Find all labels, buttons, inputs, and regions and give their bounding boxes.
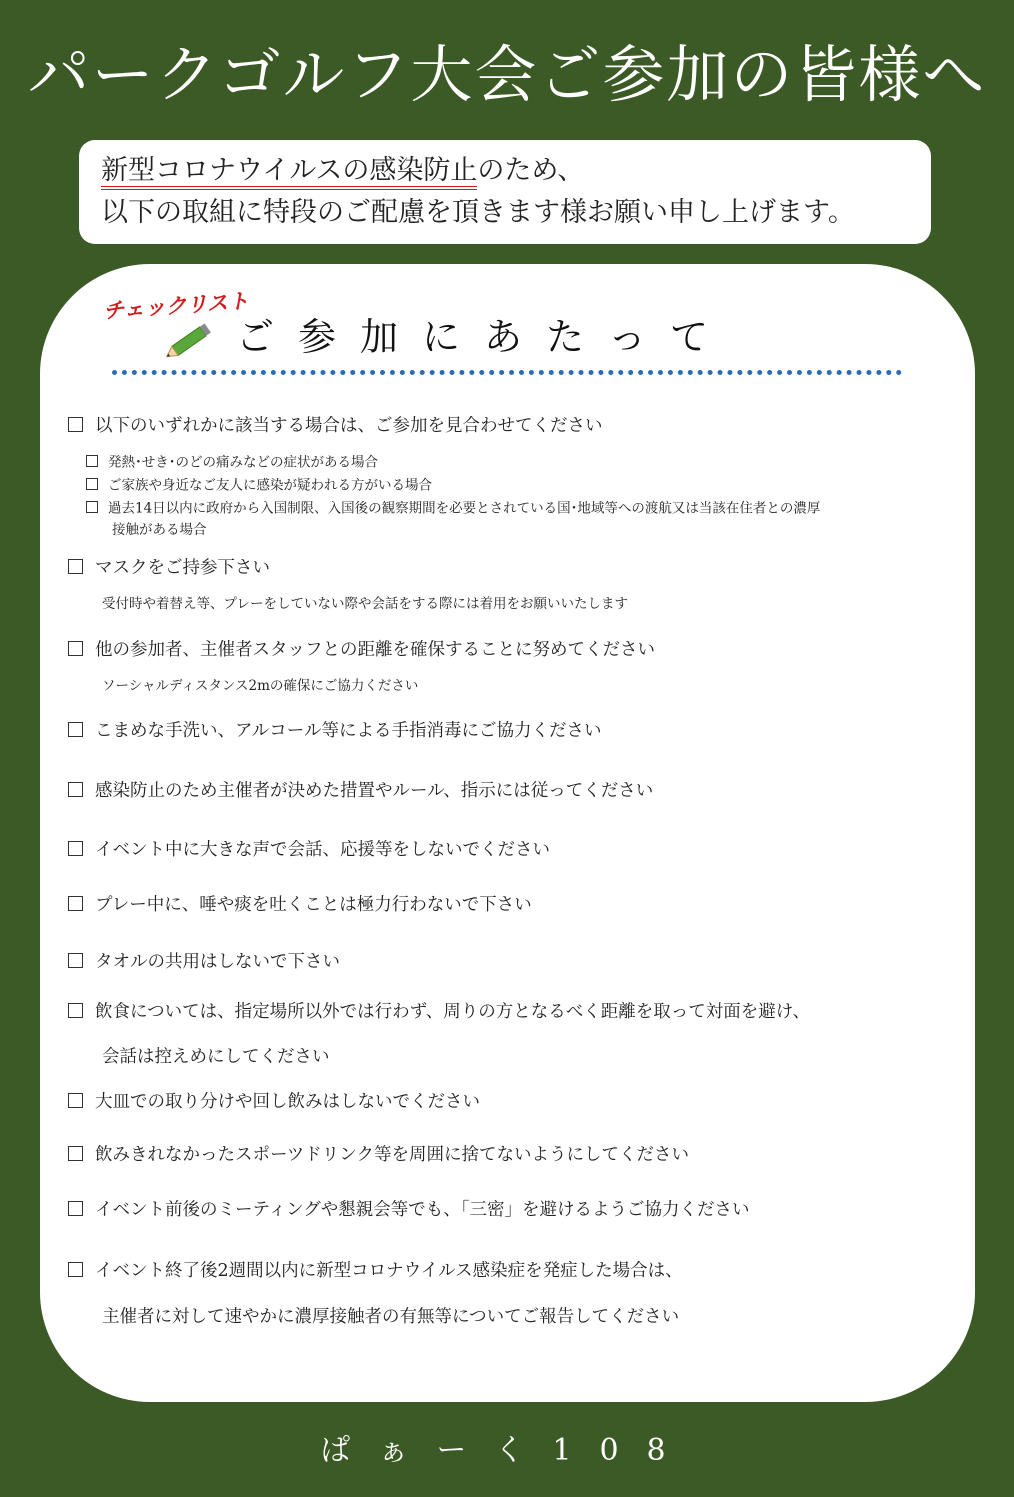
- notice-emphasis: 新型コロナウイルスの感染防止: [101, 155, 477, 190]
- notice-line1-rest: のため、: [477, 155, 585, 186]
- checkbox[interactable]: [68, 722, 83, 737]
- checkbox[interactable]: [68, 896, 83, 911]
- checklist-subitem-continuation: 接触がある場合: [112, 522, 207, 538]
- page-title: パークゴルフ大会ご参加の皆様へ: [27, 38, 987, 111]
- checklist-item[interactable]: プレー中に、唾や痰を吐くことは極力行わないで下さい: [68, 891, 948, 916]
- dotted-divider: [112, 370, 902, 375]
- item-continuation: 主催者に対して速やかに濃厚接触者の有無等についてご報告してください: [102, 1307, 680, 1327]
- checkbox[interactable]: [68, 1262, 83, 1277]
- checklist-item[interactable]: 以下のいずれかに該当する場合は、ご参加を見合わせてください: [68, 412, 948, 437]
- checkbox[interactable]: [68, 1201, 83, 1216]
- checklist-item[interactable]: イベント前後のミーティングや懇親会等でも、「三密」を避けるようご協力ください: [68, 1196, 948, 1221]
- checkbox[interactable]: [68, 841, 83, 856]
- checklist-subitem[interactable]: 過去14日以内に政府から入国制限、入国後の観察期間を必要とされている国･地域等への渡航又は当該在住者との濃厚: [86, 496, 966, 517]
- checkbox[interactable]: [68, 1093, 83, 1108]
- notice-box: [79, 140, 931, 244]
- footer-brand: ぱぁーく108: [320, 1433, 694, 1468]
- checkbox[interactable]: [68, 782, 83, 797]
- checklist-item[interactable]: イベント終了後2週間以内に新型コロナウイルス感染症を発症した場合は、: [68, 1257, 948, 1282]
- item-note: ソーシャルディスタンス2mの確保にご協力ください: [102, 678, 419, 694]
- checklist-item[interactable]: 大皿での取り分けや回し飲みはしないでください: [68, 1088, 948, 1113]
- checkbox[interactable]: [68, 1003, 83, 1018]
- item-continuation: 会話は控えめにしてください: [102, 1047, 330, 1067]
- checkbox[interactable]: [86, 455, 98, 467]
- pencil-icon: [160, 316, 220, 366]
- item-note: 受付時や着替え等、プレーをしていない際や会話をする際には着用をお願いいたします: [102, 596, 628, 612]
- checklist-subitem[interactable]: ご家族や身近なご友人に感染が疑われる方がいる場合: [86, 473, 966, 494]
- checklist-card: [40, 264, 975, 1402]
- checklist-item[interactable]: 飲みきれなかったスポーツドリンク等を周囲に捨てないようにしてください: [68, 1141, 948, 1166]
- checkbox[interactable]: [68, 953, 83, 968]
- checklist-item[interactable]: マスクをご持参下さい: [68, 554, 948, 579]
- section-title: ご参加にあたって: [236, 315, 733, 359]
- checklist-item[interactable]: 他の参加者、主催者スタッフとの距離を確保することに努めてください: [68, 636, 948, 661]
- checkbox[interactable]: [68, 1146, 83, 1161]
- checklist-item[interactable]: 飲食については、指定場所以外では行わず、周りの方となるべく距離を取って対面を避け、: [68, 998, 948, 1023]
- notice-line2: 以下の取組に特段のご配慮を頂きます様お願い申し上げます。: [101, 197, 855, 228]
- checkbox[interactable]: [68, 641, 83, 656]
- checklist-item[interactable]: 感染防止のため主催者が決めた措置やルール、指示には従ってください: [68, 777, 948, 802]
- checklist-item[interactable]: イベント中に大きな声で会話、応援等をしないでください: [68, 836, 948, 861]
- checklist-item[interactable]: タオルの共用はしないで下さい: [68, 948, 948, 973]
- checkbox[interactable]: [86, 501, 98, 513]
- checklist-subitem[interactable]: 発熱･せき･のどの痛みなどの症状がある場合: [86, 450, 966, 471]
- checkbox[interactable]: [68, 559, 83, 574]
- checkbox[interactable]: [68, 417, 83, 432]
- checklist-item[interactable]: こまめな手洗い、アルコール等による手指消毒にご協力ください: [68, 717, 948, 742]
- checklist-tag: チェックリスト: [102, 288, 250, 324]
- checkbox[interactable]: [86, 478, 98, 490]
